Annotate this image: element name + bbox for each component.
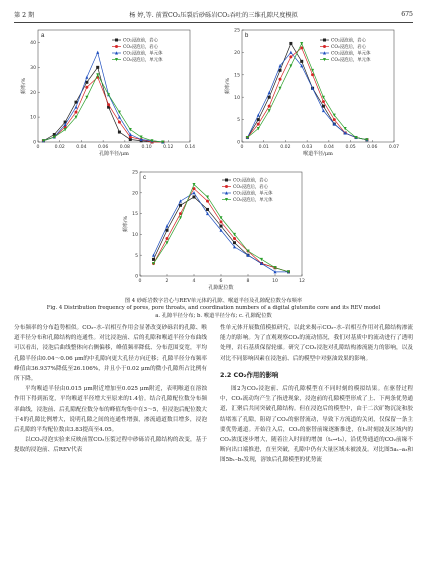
page-number: 675 xyxy=(401,10,413,18)
plot-frame xyxy=(242,30,394,142)
data-point xyxy=(268,91,271,94)
data-point xyxy=(115,39,118,42)
data-point xyxy=(322,105,325,108)
header-rule xyxy=(14,22,413,23)
y-axis-label: 频率/% xyxy=(123,215,129,233)
y-axis-label: 频率/% xyxy=(21,77,27,95)
data-point xyxy=(75,111,78,114)
x-tick-label: 0.08 xyxy=(119,145,130,150)
y-tick-label: 5 xyxy=(135,253,138,259)
x-tick-label: 0.14 xyxy=(184,145,196,150)
panel-label: a xyxy=(41,33,45,39)
paragraph: 分布频率的分布趋势相似。CO₂–水–岩相互作用会显著改变砂砾岩的孔隙、喉道半径分布和孔隙结构的连通性。对比浸泡前、后的孔隙和喉道半径分布曲线可以看出，浸泡后曲线整体向右侧偏移，峰值频率降低、分布范围变宽，平均孔隙半径由0.04～0.06 μm的中孔隙向更大孔径方向迁移；孔隙半径分布频率峰值由36.937%降低至26.106%，并且小于0.02 μm的微小孔隙所占比例有所下降。 xyxy=(14,325,207,383)
legend-label: CO₂浸泡前，岩心 xyxy=(233,178,269,184)
data-point xyxy=(289,64,292,67)
x-tick-label: 6 xyxy=(219,279,223,284)
data-point xyxy=(323,45,326,48)
data-point xyxy=(300,42,303,45)
y-tick-label: 20 xyxy=(132,191,138,197)
right-column xyxy=(220,323,413,466)
data-point xyxy=(289,51,292,54)
y-tick-label: 5 xyxy=(237,118,240,124)
paragraph: 图2为CO₂浸泡前、后的孔隙模型在不同时刻的模拟结果。在驱替过程中，CO₂流动均产生了指进现象，浸泡前的孔隙模型形成了上、下两条优势通道，汇聚后共同突破孔隙结构。但在浸泡后的模型中，由于二次矿物沉淀和胶结堵塞了孔隙，阻碍了CO₂的驱替流动，导致下方流道的关闭，仅保留一条主要优势通道。开始注入后，CO₂的驱替前缘逐渐推进，在t₁时刻波及区域内的CO₂浓度逐步增大，随着注入时间的增加（t₂→t₃），沿优势通道的CO₂前缘不断向出口端推进，直至突破，孔隙中仍有大量区域未被波及。对比图5a₁–a₃和图5b₁–b₃发现，溶蚀后孔隙模型的优势流 xyxy=(220,386,413,464)
data-point xyxy=(118,115,121,118)
data-point xyxy=(323,39,326,42)
data-point xyxy=(193,191,196,194)
caption-cn: 图 4 砂砾岩数字岩心与REV单元体的孔隙、喉道半径及孔隙配位数分布频率 xyxy=(124,298,303,304)
x-tick-label: 0 xyxy=(36,145,40,150)
data-point xyxy=(289,42,292,45)
data-point xyxy=(206,200,209,203)
paragraph: 性单元体开展数值模拟研究，以此来揭示CO₂–水–岩相互作用对孔隙结构渗流能力的影响。为了直观观察CO₂的流动情况，我们对基质中的流动进行了透明处理，岩石基质保留轮廓。研究了CO₂浸泡对孔隙结构渗流能力的影响，以及对比不同影响因素在浸泡前、后的模型中对驱油效果的影响。 xyxy=(220,325,413,362)
data-point xyxy=(257,113,260,116)
data-point xyxy=(257,118,260,121)
data-point xyxy=(118,131,121,134)
y-tick-label: 20 xyxy=(30,90,36,96)
paragraph: 以CO₂浸泡实验来反映前置CO₂压裂过程中砂砾岩孔隙结构的改变，基于提取的浸泡前、后REV代表 xyxy=(14,437,207,454)
data-point xyxy=(152,258,155,261)
series-line xyxy=(43,52,162,142)
data-point xyxy=(268,96,271,99)
data-point xyxy=(166,237,169,240)
caption-en: Fig. 4 Distribution frequency of pores, pore throats, and coordination numbers of a digital glutenite core and its REV model xyxy=(46,305,381,312)
x-tick-label: 0.10 xyxy=(141,145,152,150)
series-line xyxy=(43,75,162,142)
series-3 xyxy=(246,42,368,142)
data-point xyxy=(257,123,260,126)
y-tick-label: 25 xyxy=(234,28,240,34)
data-point xyxy=(179,204,182,207)
series-2 xyxy=(42,51,164,144)
x-axis-label: 孔隙配位数 xyxy=(208,285,234,291)
x-tick-label: 10 xyxy=(272,279,278,284)
x-tick-label: 4 xyxy=(192,279,196,284)
x-tick-label: 0.07 xyxy=(388,145,400,150)
y-tick-label: 20 xyxy=(234,51,240,56)
data-point xyxy=(233,241,236,244)
data-point xyxy=(279,87,282,90)
x-tick-label: 0.02 xyxy=(54,145,65,150)
data-point xyxy=(260,258,263,261)
legend-label: CO₂浸泡后，单元体 xyxy=(123,58,163,64)
y-tick-label: 10 xyxy=(30,115,36,121)
data-point xyxy=(115,45,118,48)
y-tick-label: 15 xyxy=(234,73,240,79)
chart-c xyxy=(118,168,308,294)
data-point xyxy=(300,60,303,63)
x-tick-label: 2 xyxy=(165,279,169,284)
x-tick-label: 8 xyxy=(246,279,250,284)
legend-label: CO₂浸泡后，岩心 xyxy=(233,185,269,191)
panel-label: c xyxy=(143,175,146,181)
y-axis-label: 频率/% xyxy=(225,77,231,95)
y-tick-label: 10 xyxy=(234,95,240,101)
legend-label: CO₂浸泡前，岩心 xyxy=(123,38,159,44)
data-point xyxy=(85,86,88,89)
x-tick-label: 12 xyxy=(299,279,305,284)
figure-panel-b xyxy=(220,26,400,160)
section-heading: 2.2 CO₂作用的影响 xyxy=(220,370,279,379)
chart-b xyxy=(220,26,400,160)
x-tick-label: 0.12 xyxy=(163,145,174,150)
y-tick-label: 25 xyxy=(132,170,138,176)
data-point xyxy=(96,51,99,54)
x-tick-label: 0.04 xyxy=(323,145,334,150)
legend-label: CO₂浸泡前，岩心 xyxy=(331,38,367,44)
data-point xyxy=(225,185,228,188)
data-point xyxy=(220,220,223,223)
x-tick-label: 0 xyxy=(138,279,142,284)
legend-label: CO₂浸泡前，单元体 xyxy=(331,51,371,57)
x-tick-label: 0.02 xyxy=(280,145,291,150)
data-point xyxy=(233,237,236,240)
data-point xyxy=(75,105,78,108)
running-title: 杨 婷,等. 前置CO₂压裂后砂砾岩CO₂吞吐的三维孔隙尺度模拟 xyxy=(129,11,298,19)
x-tick-label: 0.01 xyxy=(258,145,269,150)
left-column xyxy=(14,323,207,456)
figure-caption xyxy=(14,298,413,320)
data-point xyxy=(75,101,78,104)
data-point xyxy=(279,78,282,81)
x-axis-label: 孔隙半径/μm xyxy=(99,151,129,157)
legend-label: CO₂浸泡后，单元体 xyxy=(331,58,371,64)
series-line xyxy=(154,193,289,272)
x-tick-label: 0.04 xyxy=(76,145,87,150)
data-point xyxy=(220,225,223,228)
figure-panel-a xyxy=(16,26,196,160)
data-point xyxy=(322,100,325,103)
data-point xyxy=(118,121,121,124)
x-tick-label: 0.05 xyxy=(345,145,356,150)
y-tick-label: 40 xyxy=(30,41,36,47)
y-tick-label: 0 xyxy=(135,274,138,280)
x-tick-label: 0.06 xyxy=(98,145,109,150)
chart-a xyxy=(16,26,196,160)
y-tick-label: 15 xyxy=(132,212,138,218)
page-header xyxy=(14,8,413,20)
panel-label: b xyxy=(245,33,249,39)
x-tick-label: 0.03 xyxy=(302,145,313,150)
data-point xyxy=(179,199,182,202)
data-point xyxy=(85,75,88,78)
data-point xyxy=(268,105,271,108)
data-point xyxy=(85,81,88,84)
issue-number: 第 2 期 xyxy=(14,11,35,19)
legend-label: CO₂浸泡后，岩心 xyxy=(331,45,367,51)
data-point xyxy=(206,208,209,211)
paragraph: 平均喉道半径由0.015 μm附近增加至0.025 μm附近，表明喉道在溶蚀作用下得到拓宽，平均喉道半径增大至原来的1.4倍。结合孔隙配位数分布频率曲线，浸泡前、后孔隙配位数分布的峰值均集中在3～5，但浸泡后配位数大于4的孔隙比例增大，说明孔隙之间的连通性增强，渗流通道数目增多，浸泡后孔隙的平均配位数由3.83提高至4.05。 xyxy=(14,386,207,434)
data-point xyxy=(225,179,228,182)
series-2 xyxy=(246,51,368,142)
data-point xyxy=(166,229,169,232)
plot-frame xyxy=(140,172,302,276)
y-tick-label: 0 xyxy=(237,140,240,146)
series-0 xyxy=(152,195,290,273)
figure-panel-c xyxy=(118,168,308,294)
series-3 xyxy=(42,73,164,144)
x-tick-label: 0 xyxy=(240,145,244,150)
data-point xyxy=(96,66,99,69)
legend-label: CO₂浸泡后，单元体 xyxy=(233,198,273,204)
series-line xyxy=(154,197,289,272)
legend-label: CO₂浸泡后，岩心 xyxy=(123,45,159,51)
legend-label: CO₂浸泡前，单元体 xyxy=(123,51,163,57)
data-point xyxy=(107,103,110,106)
y-tick-label: 0 xyxy=(33,140,36,146)
legend-label: CO₂浸泡前，单元体 xyxy=(233,191,273,197)
y-tick-label: 30 xyxy=(30,65,36,71)
data-point xyxy=(333,118,336,121)
x-tick-label: 0.06 xyxy=(367,145,378,150)
y-tick-label: 10 xyxy=(132,233,138,238)
data-point xyxy=(289,55,292,58)
data-point xyxy=(152,253,155,256)
series-line xyxy=(247,52,366,139)
x-axis-label: 喉道半径/μm xyxy=(303,151,333,157)
data-point xyxy=(193,195,196,198)
data-point xyxy=(129,128,132,131)
caption-sub: a. 孔隙半径分布; b. 喉道半径分布; c. 孔隙配位数 xyxy=(155,312,272,319)
data-point xyxy=(64,128,67,131)
data-point xyxy=(322,109,325,112)
